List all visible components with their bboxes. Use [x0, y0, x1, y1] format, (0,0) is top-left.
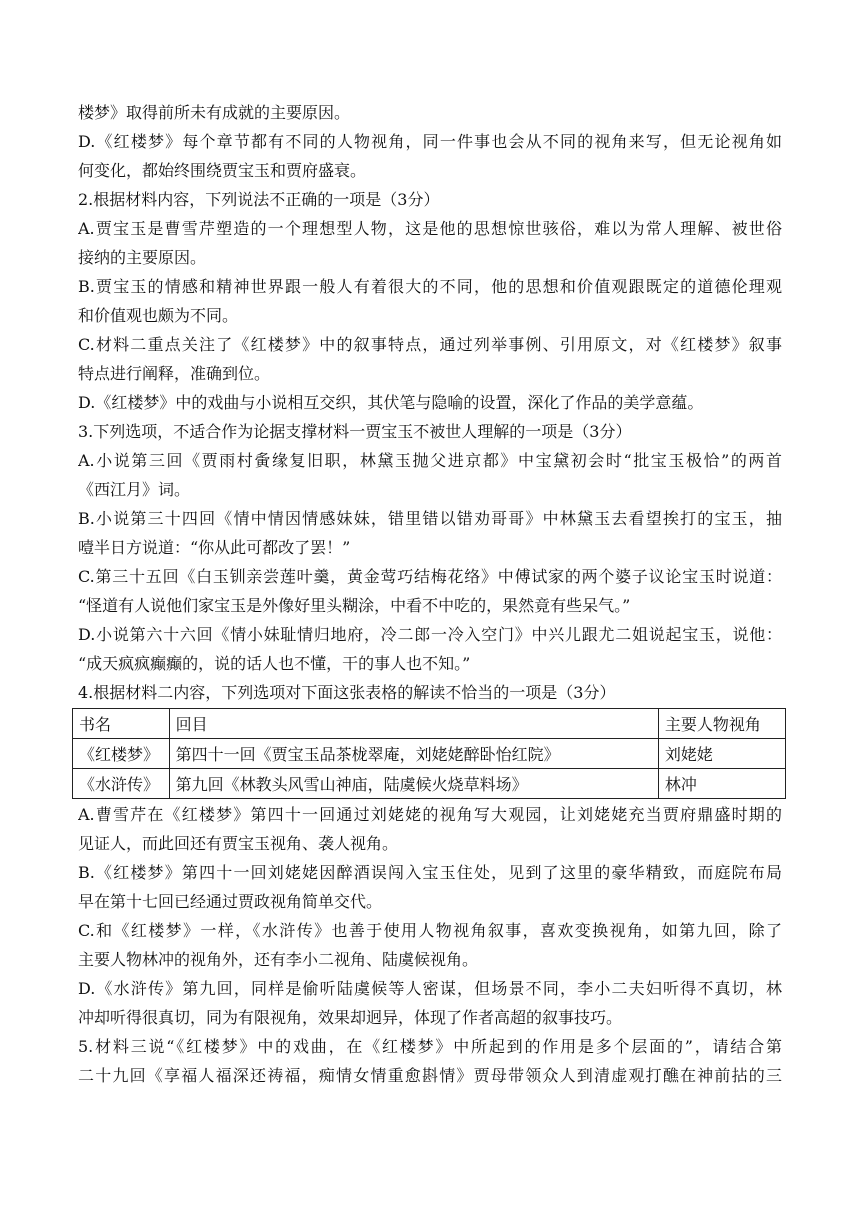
text-line: 主要人物林冲的视角外，还有李小二视角、陆虞候视角。: [78, 950, 479, 969]
text-line: “成天疯疯癫癫的，说的话人也不懂，干的事人也不知。”: [78, 654, 471, 673]
text-line: A.小说第三回《贾雨村夤缘复旧职，林黛玉抛父进京都》中宝黛初会时“批宝玉极恰”的两首: [78, 451, 782, 470]
text-line: B.《红楼梦》第四十一回刘姥姥因醉酒误闯入宝玉住处，见到了这里的豪华精致，而庭院布局: [78, 863, 782, 882]
viewpoint-table: [72, 708, 786, 799]
text-line: C.材料二重点关注了《红楼梦》中的叙事特点，通过列举事例、引用原文，对《红楼梦》叙事: [78, 335, 782, 354]
question-3-stem: 3.下列选项，不适合作为论据支撑材料一贾宝玉不被世人理解的一项是（3分）: [78, 422, 632, 441]
text-line: D.《红楼梦》每个章节都有不同的人物视角，同一件事也会从不同的视角来写，但无论视角如: [78, 132, 782, 151]
text-line: 接纳的主要原因。: [78, 248, 207, 267]
table-row: [73, 739, 786, 769]
text-line: 特点进行阐释，准确到位。: [78, 364, 271, 383]
table-row: [73, 769, 786, 799]
table-cell: 《红楼梦》: [73, 739, 170, 769]
table-cell: 第四十一回《贾宝玉品茶栊翠庵，刘姥姥醉卧怡红院》: [169, 739, 658, 769]
text-line: 何变化，都始终围绕贾宝玉和贾府盛衰。: [78, 161, 367, 180]
text-line: A.贾宝玉是曹雪芹塑造的一个理想型人物，这是他的思想惊世骇俗，难以为常人理解、被世俗: [78, 219, 782, 238]
table-cell: 《水浒传》: [73, 769, 170, 799]
text-line: B.贾宝玉的情感和精神世界跟一般人有着很大的不同，他的思想和价值观跟既定的道德伦理观: [78, 277, 782, 296]
table-header-row: [73, 709, 786, 739]
text-line: D.《红楼梦》中的戏曲与小说相互交织，其伏笔与隐喻的设置，深化了作品的美学意蕴。: [78, 393, 704, 412]
text-line: D.《水浒传》第九回，同样是偷听陆虞候等人密谋，但场景不同，李小二夫妇听得不真切，林: [78, 979, 782, 998]
text-line: 早在第十七回已经通过贾政视角简单交代。: [78, 892, 383, 911]
text-line: 见证人，而此回还有贾宝玉视角、袭人视角。: [78, 834, 399, 853]
table-cell: 刘姥姥: [658, 739, 785, 769]
table-header-cell: 主要人物视角: [658, 709, 785, 739]
question-4-stem: 4.根据材料二内容，下列选项对下面这张表格的解读不恰当的一项是（3分）: [78, 683, 616, 702]
table-cell: 林冲: [658, 769, 785, 799]
text-line: “怪道有人说他们家宝玉是外像好里头糊涂，中看不中吃的，果然竟有些呆气。”: [78, 596, 631, 615]
text-line: 《西江月》词。: [78, 480, 191, 499]
text-line: 二十九回《享福人福深还祷福，痴情女情重愈斟情》贾母带领众人到清虚观打醮在神前拈的三: [78, 1066, 782, 1085]
table-header-cell: 书名: [73, 709, 170, 739]
table-cell: 第九回《林教头风雪山神庙，陆虞候火烧草料场》: [169, 769, 658, 799]
text-line: C.第三十五回《白玉钏亲尝莲叶羹，黄金莺巧结梅花络》中傅试家的两个婆子议论宝玉时说道：: [78, 567, 782, 586]
text-line: B.小说第三十四回《情中情因情感妹妹，错里错以错劝哥哥》中林黛玉去看望挨打的宝玉，抽: [78, 509, 782, 528]
text-line: 冲却听得很真切，同为有限视角，效果却迥异，体现了作者高超的叙事技巧。: [78, 1008, 623, 1027]
table-header-cell: 回目: [169, 709, 658, 739]
question-5-stem: 5.材料三说“《红楼梦》中的戏曲，在《红楼梦》中所起到的作用是多个层面的”，请结合第: [78, 1037, 782, 1056]
text-line: 噎半日方说道：“你从此可都改了罢！”: [78, 538, 351, 557]
question-2-stem: 2.根据材料内容，下列说法不正确的一项是（3分）: [78, 190, 440, 209]
text-line: 楼梦》取得前所未有成就的主要原因。: [78, 103, 351, 122]
text-line: 和价值观也颇为不同。: [78, 306, 239, 325]
text-line: D.小说第六十六回《情小妹耻情归地府，冷二郎一冷入空门》中兴儿跟尤二姐说起宝玉，说他：: [78, 625, 782, 644]
text-line: C.和《红楼梦》一样，《水浒传》也善于使用人物视角叙事，喜欢变换视角，如第九回，除了: [78, 921, 782, 940]
text-line: A.曹雪芹在《红楼梦》第四十一回通过刘姥姥的视角写大观园，让刘姥姥充当贾府鼎盛时期的: [78, 805, 782, 824]
